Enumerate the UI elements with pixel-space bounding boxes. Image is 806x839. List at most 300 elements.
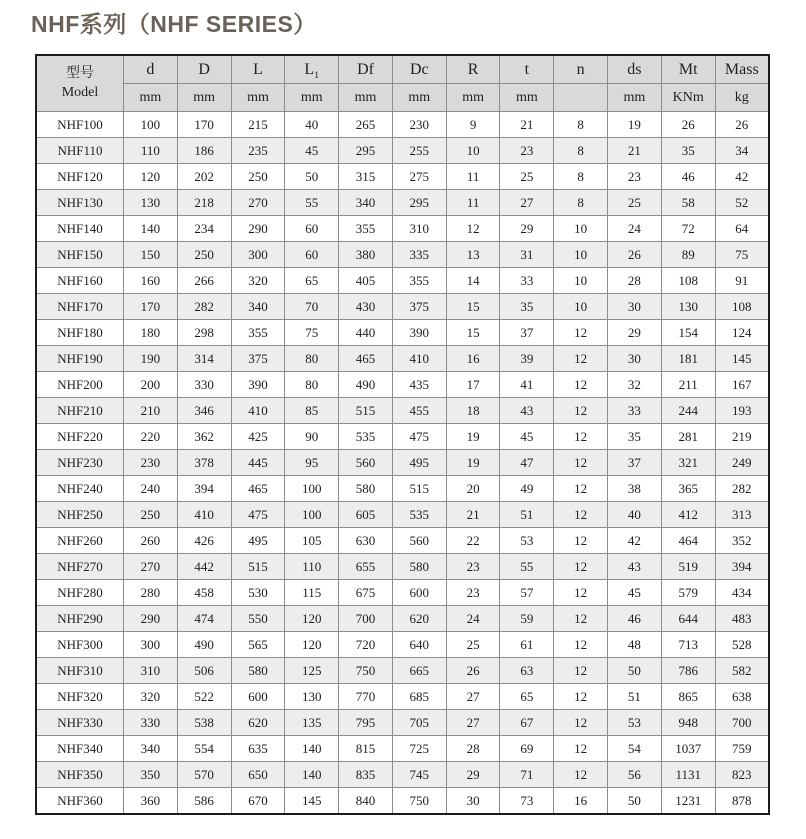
value-cell: 786 [661, 658, 715, 684]
value-cell: 23 [500, 138, 554, 164]
value-cell: 12 [554, 658, 608, 684]
value-cell: 12 [554, 320, 608, 346]
value-cell: 211 [661, 372, 715, 398]
table-row [36, 398, 769, 424]
value-cell: 530 [231, 580, 285, 606]
model-cell: NHF250 [36, 502, 124, 528]
value-cell: 475 [392, 424, 446, 450]
value-cell: 12 [554, 710, 608, 736]
value-cell: 12 [554, 554, 608, 580]
col-header-t: t [500, 55, 554, 84]
value-cell: 12 [554, 528, 608, 554]
table-row [36, 632, 769, 658]
value-cell: 42 [608, 528, 662, 554]
value-cell: 80 [285, 346, 339, 372]
col-header-n: n [554, 55, 608, 84]
value-cell: 21 [608, 138, 662, 164]
value-cell: 948 [661, 710, 715, 736]
value-cell: 89 [661, 242, 715, 268]
value-cell: 85 [285, 398, 339, 424]
value-cell: 20 [446, 476, 500, 502]
value-cell: 30 [608, 294, 662, 320]
value-cell: 410 [231, 398, 285, 424]
value-cell: 70 [285, 294, 339, 320]
value-cell: 483 [715, 606, 769, 632]
value-cell: 380 [339, 242, 393, 268]
model-cell: NHF200 [36, 372, 124, 398]
value-cell: 53 [500, 528, 554, 554]
value-cell: 495 [231, 528, 285, 554]
table-header [36, 55, 769, 112]
value-cell: 180 [124, 320, 178, 346]
value-cell: 410 [177, 502, 231, 528]
col-unit-n [554, 84, 608, 112]
value-cell: 13 [446, 242, 500, 268]
value-cell: 9 [446, 112, 500, 138]
value-cell: 65 [285, 268, 339, 294]
model-cell: NHF360 [36, 788, 124, 815]
value-cell: 8 [554, 112, 608, 138]
value-cell: 15 [446, 294, 500, 320]
table-row [36, 190, 769, 216]
value-cell: 69 [500, 736, 554, 762]
value-cell: 235 [231, 138, 285, 164]
table-row [36, 216, 769, 242]
value-cell: 18 [446, 398, 500, 424]
value-cell: 759 [715, 736, 769, 762]
value-cell: 320 [124, 684, 178, 710]
col-header-mt: Mt [661, 55, 715, 84]
value-cell: 24 [608, 216, 662, 242]
value-cell: 10 [554, 268, 608, 294]
value-cell: 355 [339, 216, 393, 242]
value-cell: 8 [554, 138, 608, 164]
value-cell: 25 [500, 164, 554, 190]
value-cell: 80 [285, 372, 339, 398]
table-row [36, 736, 769, 762]
value-cell: 650 [231, 762, 285, 788]
value-cell: 193 [715, 398, 769, 424]
value-cell: 35 [661, 138, 715, 164]
value-cell: 705 [392, 710, 446, 736]
value-cell: 29 [500, 216, 554, 242]
value-cell: 425 [231, 424, 285, 450]
col-unit-l1: mm [285, 84, 339, 112]
table-row [36, 424, 769, 450]
value-cell: 23 [446, 580, 500, 606]
value-cell: 260 [124, 528, 178, 554]
value-cell: 266 [177, 268, 231, 294]
value-cell: 412 [661, 502, 715, 528]
value-cell: 440 [339, 320, 393, 346]
col-unit-l: mm [231, 84, 285, 112]
value-cell: 90 [285, 424, 339, 450]
col-unit-r: mm [446, 84, 500, 112]
value-cell: 1131 [661, 762, 715, 788]
value-cell: 108 [715, 294, 769, 320]
value-cell: 250 [177, 242, 231, 268]
value-cell: 230 [392, 112, 446, 138]
value-cell: 700 [715, 710, 769, 736]
value-cell: 12 [554, 346, 608, 372]
value-cell: 375 [392, 294, 446, 320]
value-cell: 330 [177, 372, 231, 398]
table-row [36, 164, 769, 190]
value-cell: 12 [554, 580, 608, 606]
value-cell: 560 [339, 450, 393, 476]
col-header-df: Df [339, 55, 393, 84]
value-cell: 48 [608, 632, 662, 658]
value-cell: 244 [661, 398, 715, 424]
value-cell: 675 [339, 580, 393, 606]
value-cell: 455 [392, 398, 446, 424]
model-cell: NHF140 [36, 216, 124, 242]
value-cell: 75 [715, 242, 769, 268]
value-cell: 120 [285, 632, 339, 658]
value-cell: 282 [177, 294, 231, 320]
value-cell: 11 [446, 190, 500, 216]
value-cell: 200 [124, 372, 178, 398]
model-cell: NHF100 [36, 112, 124, 138]
value-cell: 37 [608, 450, 662, 476]
value-cell: 61 [500, 632, 554, 658]
value-cell: 27 [446, 710, 500, 736]
value-cell: 75 [285, 320, 339, 346]
value-cell: 140 [285, 762, 339, 788]
value-cell: 40 [608, 502, 662, 528]
value-cell: 390 [392, 320, 446, 346]
value-cell: 31 [500, 242, 554, 268]
value-cell: 19 [608, 112, 662, 138]
value-cell: 410 [392, 346, 446, 372]
value-cell: 60 [285, 242, 339, 268]
value-cell: 34 [715, 138, 769, 164]
value-cell: 605 [339, 502, 393, 528]
model-cell: NHF150 [36, 242, 124, 268]
value-cell: 71 [500, 762, 554, 788]
value-cell: 16 [446, 346, 500, 372]
value-cell: 30 [446, 788, 500, 815]
model-cell: NHF110 [36, 138, 124, 164]
value-cell: 12 [554, 372, 608, 398]
value-cell: 346 [177, 398, 231, 424]
col-unit-mass: kg [715, 84, 769, 112]
value-cell: 64 [715, 216, 769, 242]
value-cell: 750 [339, 658, 393, 684]
value-cell: 33 [500, 268, 554, 294]
table-row [36, 320, 769, 346]
value-cell: 430 [339, 294, 393, 320]
value-cell: 170 [177, 112, 231, 138]
value-cell: 352 [715, 528, 769, 554]
header-unit-row [36, 84, 769, 112]
value-cell: 59 [500, 606, 554, 632]
value-cell: 495 [392, 450, 446, 476]
value-cell: 314 [177, 346, 231, 372]
value-cell: 270 [231, 190, 285, 216]
table-row [36, 294, 769, 320]
value-cell: 770 [339, 684, 393, 710]
value-cell: 275 [392, 164, 446, 190]
value-cell: 795 [339, 710, 393, 736]
value-cell: 249 [715, 450, 769, 476]
value-cell: 29 [608, 320, 662, 346]
value-cell: 535 [339, 424, 393, 450]
value-cell: 255 [392, 138, 446, 164]
value-cell: 12 [554, 476, 608, 502]
value-cell: 19 [446, 450, 500, 476]
value-cell: 620 [231, 710, 285, 736]
value-cell: 10 [554, 242, 608, 268]
value-cell: 53 [608, 710, 662, 736]
col-unit-df: mm [339, 84, 393, 112]
value-cell: 140 [124, 216, 178, 242]
value-cell: 240 [124, 476, 178, 502]
value-cell: 560 [392, 528, 446, 554]
col-unit-t: mm [500, 84, 554, 112]
table-row [36, 476, 769, 502]
value-cell: 445 [231, 450, 285, 476]
value-cell: 55 [285, 190, 339, 216]
value-cell: 105 [285, 528, 339, 554]
value-cell: 12 [554, 450, 608, 476]
value-cell: 321 [661, 450, 715, 476]
table-row [36, 684, 769, 710]
model-header-en: Model [61, 84, 99, 100]
value-cell: 12 [554, 398, 608, 424]
value-cell: 35 [500, 294, 554, 320]
value-cell: 130 [661, 294, 715, 320]
model-cell: NHF290 [36, 606, 124, 632]
col-header-mass: Mass [715, 55, 769, 84]
value-cell: 120 [285, 606, 339, 632]
value-cell: 72 [661, 216, 715, 242]
col-header-d: D [177, 55, 231, 84]
value-cell: 32 [608, 372, 662, 398]
nhf-series-table [35, 54, 770, 815]
value-cell: 110 [124, 138, 178, 164]
model-column-header [36, 55, 124, 112]
table-row [36, 502, 769, 528]
value-cell: 100 [124, 112, 178, 138]
value-cell: 26 [661, 112, 715, 138]
table-row [36, 658, 769, 684]
value-cell: 465 [231, 476, 285, 502]
value-cell: 355 [392, 268, 446, 294]
value-cell: 394 [715, 554, 769, 580]
model-cell: NHF130 [36, 190, 124, 216]
value-cell: 685 [392, 684, 446, 710]
value-cell: 464 [661, 528, 715, 554]
value-cell: 125 [285, 658, 339, 684]
value-cell: 635 [231, 736, 285, 762]
value-cell: 815 [339, 736, 393, 762]
value-cell: 51 [608, 684, 662, 710]
value-cell: 1231 [661, 788, 715, 815]
table-row [36, 788, 769, 815]
table-row [36, 554, 769, 580]
value-cell: 565 [231, 632, 285, 658]
value-cell: 535 [392, 502, 446, 528]
model-cell: NHF230 [36, 450, 124, 476]
value-cell: 65 [500, 684, 554, 710]
value-cell: 30 [608, 346, 662, 372]
value-cell: 21 [446, 502, 500, 528]
value-cell: 130 [285, 684, 339, 710]
value-cell: 42 [715, 164, 769, 190]
value-cell: 554 [177, 736, 231, 762]
value-cell: 295 [392, 190, 446, 216]
value-cell: 298 [177, 320, 231, 346]
value-cell: 295 [339, 138, 393, 164]
value-cell: 300 [231, 242, 285, 268]
value-cell: 219 [715, 424, 769, 450]
value-cell: 522 [177, 684, 231, 710]
value-cell: 186 [177, 138, 231, 164]
value-cell: 426 [177, 528, 231, 554]
value-cell: 670 [231, 788, 285, 815]
value-cell: 220 [124, 424, 178, 450]
col-unit-dc: mm [392, 84, 446, 112]
value-cell: 490 [177, 632, 231, 658]
value-cell: 54 [608, 736, 662, 762]
value-cell: 26 [715, 112, 769, 138]
value-cell: 600 [231, 684, 285, 710]
table-row [36, 710, 769, 736]
value-cell: 823 [715, 762, 769, 788]
value-cell: 19 [446, 424, 500, 450]
model-cell: NHF210 [36, 398, 124, 424]
value-cell: 878 [715, 788, 769, 815]
value-cell: 28 [608, 268, 662, 294]
value-cell: 27 [446, 684, 500, 710]
value-cell: 282 [715, 476, 769, 502]
value-cell: 340 [124, 736, 178, 762]
value-cell: 50 [285, 164, 339, 190]
value-cell: 350 [124, 762, 178, 788]
table-row [36, 372, 769, 398]
value-cell: 340 [231, 294, 285, 320]
value-cell: 580 [231, 658, 285, 684]
value-cell: 12 [446, 216, 500, 242]
table-row [36, 528, 769, 554]
value-cell: 23 [446, 554, 500, 580]
value-cell: 725 [392, 736, 446, 762]
col-header-ds: ds [608, 55, 662, 84]
value-cell: 630 [339, 528, 393, 554]
value-cell: 29 [446, 762, 500, 788]
value-cell: 25 [608, 190, 662, 216]
model-cell: NHF120 [36, 164, 124, 190]
value-cell: 21 [500, 112, 554, 138]
value-cell: 745 [392, 762, 446, 788]
value-cell: 281 [661, 424, 715, 450]
value-cell: 167 [715, 372, 769, 398]
value-cell: 442 [177, 554, 231, 580]
value-cell: 15 [446, 320, 500, 346]
value-cell: 644 [661, 606, 715, 632]
value-cell: 11 [446, 164, 500, 190]
value-cell: 290 [124, 606, 178, 632]
value-cell: 665 [392, 658, 446, 684]
value-cell: 35 [608, 424, 662, 450]
value-cell: 55 [500, 554, 554, 580]
value-cell: 100 [285, 502, 339, 528]
value-cell: 475 [231, 502, 285, 528]
header-name-row [36, 55, 769, 84]
table-row [36, 450, 769, 476]
value-cell: 360 [124, 788, 178, 815]
value-cell: 145 [715, 346, 769, 372]
col-unit-d: mm [177, 84, 231, 112]
value-cell: 405 [339, 268, 393, 294]
value-cell: 52 [715, 190, 769, 216]
value-cell: 506 [177, 658, 231, 684]
value-cell: 47 [500, 450, 554, 476]
table-row [36, 346, 769, 372]
value-cell: 218 [177, 190, 231, 216]
value-cell: 490 [339, 372, 393, 398]
value-cell: 250 [124, 502, 178, 528]
value-cell: 38 [608, 476, 662, 502]
value-cell: 145 [285, 788, 339, 815]
value-cell: 46 [608, 606, 662, 632]
model-cell: NHF280 [36, 580, 124, 606]
value-cell: 120 [124, 164, 178, 190]
value-cell: 8 [554, 190, 608, 216]
value-cell: 515 [231, 554, 285, 580]
col-header-dc: Dc [392, 55, 446, 84]
value-cell: 280 [124, 580, 178, 606]
value-cell: 25 [446, 632, 500, 658]
table-row [36, 268, 769, 294]
value-cell: 73 [500, 788, 554, 815]
value-cell: 458 [177, 580, 231, 606]
model-cell: NHF160 [36, 268, 124, 294]
model-cell: NHF180 [36, 320, 124, 346]
value-cell: 519 [661, 554, 715, 580]
col-unit-d: mm [124, 84, 178, 112]
value-cell: 160 [124, 268, 178, 294]
value-cell: 170 [124, 294, 178, 320]
value-cell: 570 [177, 762, 231, 788]
value-cell: 582 [715, 658, 769, 684]
value-cell: 135 [285, 710, 339, 736]
value-cell: 300 [124, 632, 178, 658]
value-cell: 12 [554, 502, 608, 528]
value-cell: 67 [500, 710, 554, 736]
value-cell: 865 [661, 684, 715, 710]
value-cell: 51 [500, 502, 554, 528]
model-cell: NHF340 [36, 736, 124, 762]
value-cell: 45 [285, 138, 339, 164]
model-cell: NHF320 [36, 684, 124, 710]
col-unit-ds: mm [608, 84, 662, 112]
model-cell: NHF270 [36, 554, 124, 580]
model-cell: NHF190 [36, 346, 124, 372]
value-cell: 40 [285, 112, 339, 138]
value-cell: 362 [177, 424, 231, 450]
col-header-d: d [124, 55, 178, 84]
value-cell: 190 [124, 346, 178, 372]
table-row [36, 762, 769, 788]
value-cell: 234 [177, 216, 231, 242]
value-cell: 45 [608, 580, 662, 606]
value-cell: 150 [124, 242, 178, 268]
value-cell: 57 [500, 580, 554, 606]
value-cell: 515 [392, 476, 446, 502]
value-cell: 580 [392, 554, 446, 580]
